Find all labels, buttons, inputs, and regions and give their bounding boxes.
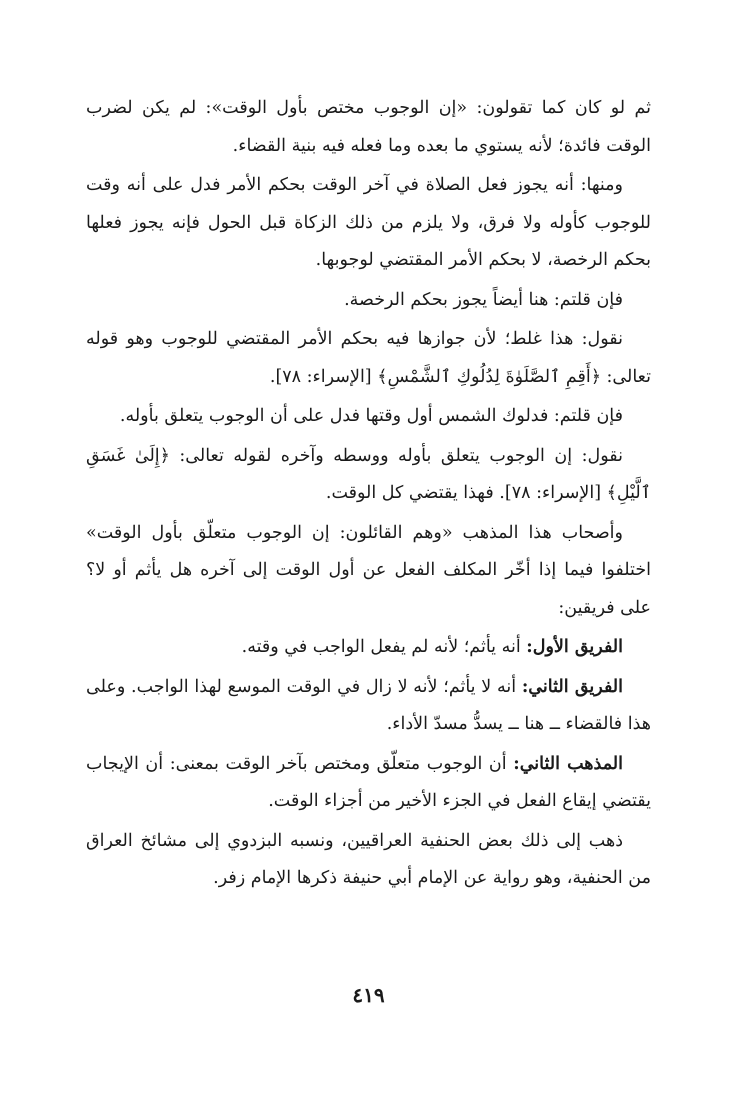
paragraph-7-text: وأصحاب هذا المذهب «وهم القائلون: إن الوجوب متعلّق بأول الوقت» اختلفوا فيما إذا أخّر المكلف الفعل عن أول الوقت إلى آخره هل يأثم أو لا؟ على فريقين:	[86, 522, 651, 618]
paragraph-6-text: نقول: إن الوجوب يتعلق بأوله ووسطه وآخره لقوله تعالى: ﴿إِلَىٰ غَسَقِ ٱلَّيْلِ﴾ [الإسراء: ٧٨]. فهذا يقتضي كل الوقت.	[86, 445, 651, 503]
paragraph-1-text: ثم لو كان كما تقولون: «إن الوجوب مختص بأول الوقت»: لم يكن لضرب الوقت فائدة؛ لأنه يستوي ما بعده وما فعله فيه بنية القضاء.	[86, 98, 651, 156]
paragraph-8-text: أنه يأثم؛ لأنه لم يفعل الواجب في وقته.	[241, 637, 527, 657]
paragraph-11	[86, 823, 651, 898]
paragraph-9-text: أنه لا يأثم؛ لأنه لا زال في الوقت الموسع لهذا الواجب. وعلى هذا فالقضاء ــ هنا ــ يسدُّ مسدّ الأداء.	[86, 676, 651, 734]
paragraph-3	[86, 282, 651, 320]
paragraph-9	[86, 669, 651, 744]
paragraph-8	[86, 629, 651, 667]
paragraph-9-lead: الفريق الثاني:	[521, 676, 623, 697]
page-number: ٤١٩	[352, 983, 385, 1007]
paragraph-10-text: أن الوجوب متعلّق ومختص بآخر الوقت بمعنى: أن الإيجاب يقتضي إيقاع الفعل في الجزء الأخير من أجزاء الوقت.	[86, 753, 651, 811]
paragraph-2	[86, 167, 651, 280]
paragraph-4	[86, 321, 651, 396]
paragraph-3-text: فإن قلتم: هنا أيضاً يجوز بحكم الرخصة.	[344, 289, 623, 310]
paragraph-4-text: نقول: هذا غلط؛ لأن جوازها فيه بحكم الأمر المقتضي للوجوب وهو قوله تعالى: ﴿أَقِمِ ٱلصَّلَوٰةَ لِدُلُوكِ ٱلشَّمْسِ﴾ [الإسراء: ٧٨].	[86, 329, 651, 387]
paragraph-6	[86, 438, 651, 513]
page-body	[86, 90, 651, 898]
paragraph-11-text: ذهب إلى ذلك بعض الحنفية العراقيين، ونسبه البزدوي إلى مشائخ العراق من الحنفية، وهو رواية عن الإمام أبي حنيفة ذكرها الإمام زفر.	[86, 830, 651, 888]
paragraph-10	[86, 746, 651, 821]
paragraph-5-text: فإن قلتم: فدلوك الشمس أول وقتها فدل على أن الوجوب يتعلق بأوله.	[119, 406, 623, 426]
paragraph-8-lead: الفريق الأول:	[526, 637, 623, 657]
paragraph-7	[86, 515, 651, 628]
paragraph-10-lead: المذهب الثاني:	[513, 753, 624, 774]
paragraph-1	[86, 90, 651, 165]
paragraph-5	[86, 398, 651, 436]
paragraph-2-text: ومنها: أنه يجوز فعل الصلاة في آخر الوقت بحكم الأمر فدل على أنه وقت للوجوب كأوله ولا فرق، ولا يلزم من ذلك الزكاة قبل الحول فإنه يجوز فعلها بحكم الرخصة، لا بحكم الأمر المقتضي لوجوبها.	[86, 175, 651, 270]
